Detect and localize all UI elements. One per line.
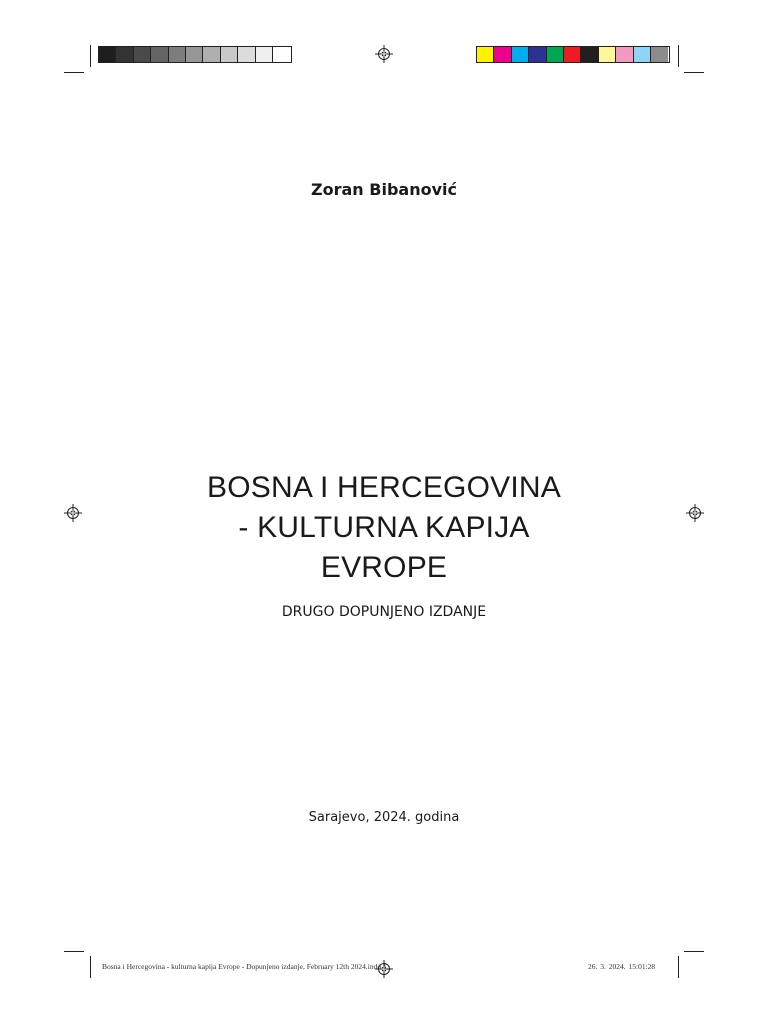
gray-swatch xyxy=(273,47,290,62)
author-name: Zoran Bibanović xyxy=(311,180,457,199)
gray-swatch xyxy=(116,47,133,62)
crop-mark xyxy=(64,72,84,73)
registration-mark-icon xyxy=(375,45,393,63)
color-swatch xyxy=(547,47,564,62)
edition-subtitle: DRUGO DOPUNJENO IZDANJE xyxy=(281,604,487,620)
color-swatch xyxy=(599,47,616,62)
slug-timestamp: 26. 3. 2024. 15:01:28 xyxy=(588,962,656,971)
gray-swatch xyxy=(238,47,255,62)
color-swatch xyxy=(529,47,546,62)
color-swatch xyxy=(477,47,494,62)
crop-mark xyxy=(684,951,704,952)
gray-swatch xyxy=(151,47,168,62)
crop-mark xyxy=(64,951,84,952)
color-bar xyxy=(476,46,670,63)
gray-swatch xyxy=(256,47,273,62)
color-swatch xyxy=(512,47,529,62)
color-swatch xyxy=(494,47,511,62)
title-line-1: BOSNA I HERCEGOVINA xyxy=(207,471,561,504)
color-swatch xyxy=(651,47,668,62)
place-year: Sarajevo, 2024. godina xyxy=(308,810,460,825)
color-swatch xyxy=(634,47,651,62)
color-swatch xyxy=(616,47,633,62)
crop-mark xyxy=(90,45,91,67)
gray-swatch xyxy=(203,47,220,62)
gray-swatch xyxy=(99,47,116,62)
crop-mark xyxy=(684,72,704,73)
gray-swatch xyxy=(169,47,186,62)
grayscale-bar xyxy=(98,46,292,63)
color-swatch xyxy=(564,47,581,62)
color-swatch xyxy=(581,47,598,62)
gray-swatch xyxy=(134,47,151,62)
gray-swatch xyxy=(221,47,238,62)
slug-filename: Bosna i Hercegovina - kulturna kapija Evrope - Dopunjeno izdanje, February 12th 2024.indd 1 xyxy=(102,962,387,971)
title-line-2: - KULTURNA KAPIJA xyxy=(238,511,530,544)
crop-mark xyxy=(678,45,679,67)
gray-swatch xyxy=(186,47,203,62)
title-line-3: EVROPE xyxy=(320,551,448,584)
crop-mark xyxy=(90,956,91,978)
crop-mark xyxy=(678,956,679,978)
book-title xyxy=(0,468,768,588)
